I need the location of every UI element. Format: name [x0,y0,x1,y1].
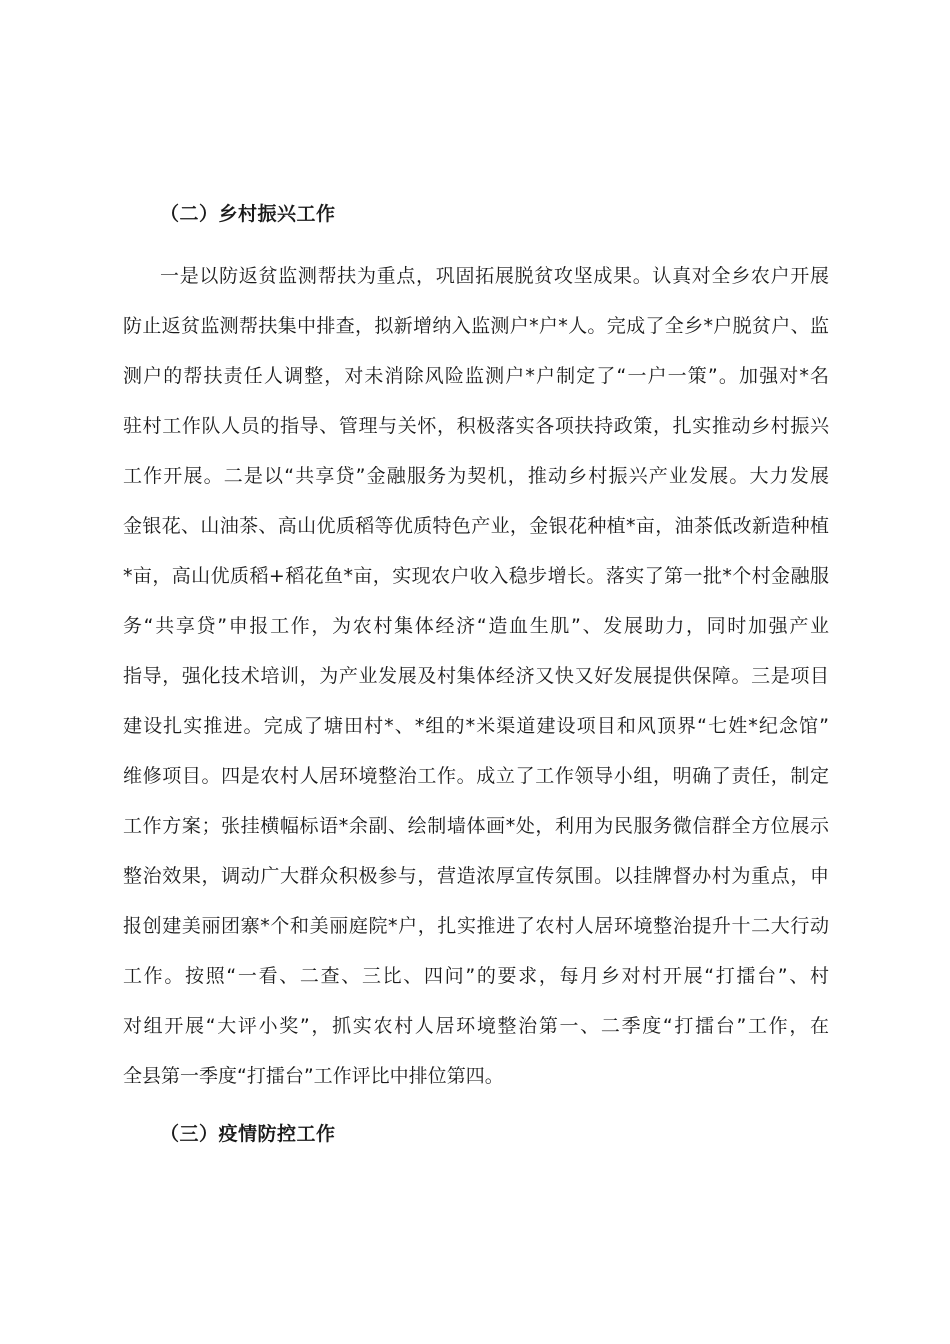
paragraph-line: 全县第一季度“打擂台”工作评比中排位第四。 [123,1065,504,1087]
paragraph-line: 对组开展“大评小奖”，抓实农村人居环境整治第一、二季度“打擂台”工作，在 [123,1015,829,1037]
paragraph-line: 工作开展。二是以“共享贷”金融服务为契机，推动乡村振兴产业发展。大力发展 [123,465,829,487]
paragraph-line: 整治效果，调动广大群众积极参与，营造浓厚宣传氛围。以挂牌督办村为重点，申 [123,865,829,887]
paragraph-line: 驻村工作队人员的指导、管理与关怀，积极落实各项扶持政策，扎实推动乡村振兴 [123,415,829,437]
paragraph-line: *亩，高山优质稻+稻花鱼*亩，实现农户收入稳步增长。落实了第一批*个村金融服 [123,565,829,587]
paragraph-line: 维修项目。四是农村人居环境整治工作。成立了工作领导小组，明确了责任，制定 [123,765,829,787]
paragraph-line: 一是以防返贫监测帮扶为重点，巩固拓展脱贫攻坚成果。认真对全乡农户开展 [160,265,829,287]
paragraph-line: 测户的帮扶责任人调整，对未消除风险监测户*户制定了“一户一策”。加强对*名 [123,365,829,387]
paragraph-line: 防止返贫监测帮扶集中排查，拟新增纳入监测户*户*人。完成了全乡*户脱贫户、监 [123,315,829,337]
paragraph-line: 金银花、山油茶、高山优质稻等优质特色产业，金银花种植*亩，油茶低改新造种植 [123,515,829,537]
paragraph-line: 报创建美丽团寨*个和美丽庭院*户，扎实推进了农村人居环境整治提升十二大行动 [123,915,829,937]
section-heading-rural-revitalization: （二）乡村振兴工作 [160,203,336,225]
paragraph-line: 建设扎实推进。完成了塘田村*、*组的*米渠道建设项目和风顶界“七姓*纪念馆” [123,715,829,737]
paragraph-line: 工作方案；张挂横幅标语*余副、绘制墙体画*处，利用为民服务微信群全方位展示 [123,815,829,837]
section-heading-epidemic-prevention: （三）疫情防控工作 [160,1123,336,1145]
paragraph-line: 指导，强化技术培训，为产业发展及村集体经济又快又好发展提供保障。三是项目 [123,665,829,687]
paragraph-line: 务“共享贷”申报工作，为农村集体经济“造血生肌”、发展助力，同时加强产业 [123,615,829,637]
paragraph-line: 工作。按照“一看、二查、三比、四问”的要求，每月乡对村开展“打擂台”、村 [123,965,829,987]
